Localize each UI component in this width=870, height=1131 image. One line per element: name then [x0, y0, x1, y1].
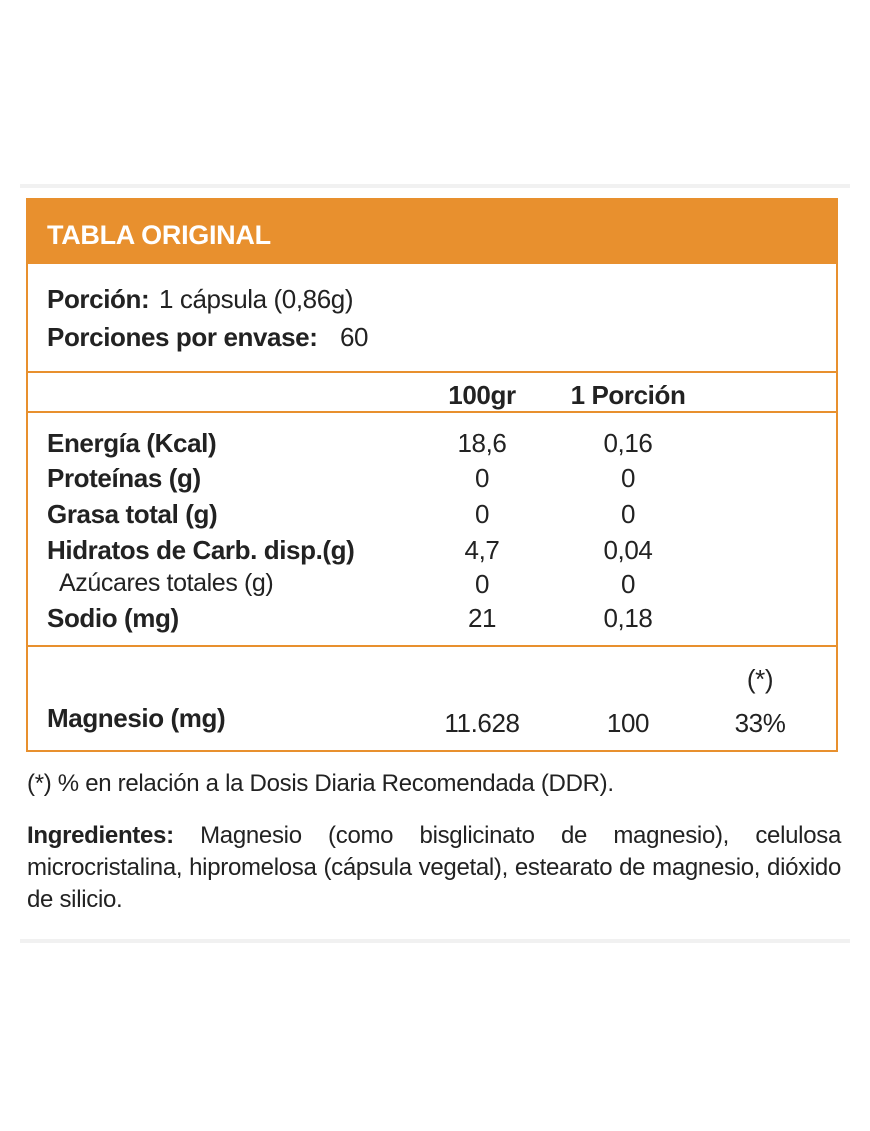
bottom-divider [20, 939, 850, 943]
table-title: TABLA ORIGINAL [47, 220, 271, 250]
nutrient-label-energy: Energía (Kcal) [47, 428, 217, 458]
nutrient-value-portion: 0,04 [603, 535, 653, 565]
ingredients-text: Magnesio (como bisglicinato de magnesio), celulosa microcristalina, hipromelosa (cápsula vegetal), estearato de magnesio, dióxido de silicio. [27, 822, 841, 913]
column-header-100g: 100gr [448, 380, 516, 410]
nutrition-table [26, 198, 838, 752]
ingredients-label: Ingredientes: [27, 822, 174, 849]
mineral-value-ddr: 33% [734, 708, 786, 738]
nutrient-value-100g: 0 [474, 463, 490, 493]
nutrient-label-fat: Grasa total (g) [47, 499, 218, 529]
nutrient-label-sodium: Sodio (mg) [47, 603, 179, 633]
nutrient-label-sugars: Azúcares totales (g) [59, 569, 274, 597]
divider-minerals [28, 645, 836, 647]
nutrient-value-portion: 0 [620, 569, 636, 599]
nutrient-value-100g: 0 [474, 499, 490, 529]
divider-columns [28, 411, 836, 413]
nutrient-value-portion: 0,16 [603, 428, 653, 458]
portion-value: 1 cápsula (0,86g) [159, 284, 354, 314]
ddr-marker: (*) [746, 664, 774, 694]
nutrient-value-100g: 0 [474, 569, 490, 599]
nutrient-value-100g: 18,6 [457, 428, 507, 458]
table-header [28, 200, 836, 264]
divider-portion [28, 371, 836, 373]
nutrient-label-protein: Proteínas (g) [47, 463, 201, 493]
nutrient-label-carbs: Hidratos de Carb. disp.(g) [47, 535, 355, 565]
nutrient-value-100g: 4,7 [464, 535, 500, 565]
mineral-value-portion: 100 [606, 708, 650, 738]
nutrient-value-100g: 21 [467, 603, 497, 633]
top-divider [20, 184, 850, 188]
servings-value: 60 [340, 322, 369, 352]
nutrient-value-portion: 0 [620, 499, 636, 529]
ddr-footnote: (*) % en relación a la Dosis Diaria Recomendada (DDR). [27, 770, 614, 797]
ingredients-paragraph [27, 820, 841, 916]
mineral-label-magnesium: Magnesio (mg) [47, 703, 226, 733]
portion-label: Porción: [47, 284, 150, 314]
nutrient-value-portion: 0,18 [603, 603, 653, 633]
servings-label: Porciones por envase: [47, 322, 318, 352]
mineral-value-100g: 11.628 [444, 708, 520, 738]
column-header-portion: 1 Porción [570, 380, 686, 410]
nutrient-value-portion: 0 [620, 463, 636, 493]
